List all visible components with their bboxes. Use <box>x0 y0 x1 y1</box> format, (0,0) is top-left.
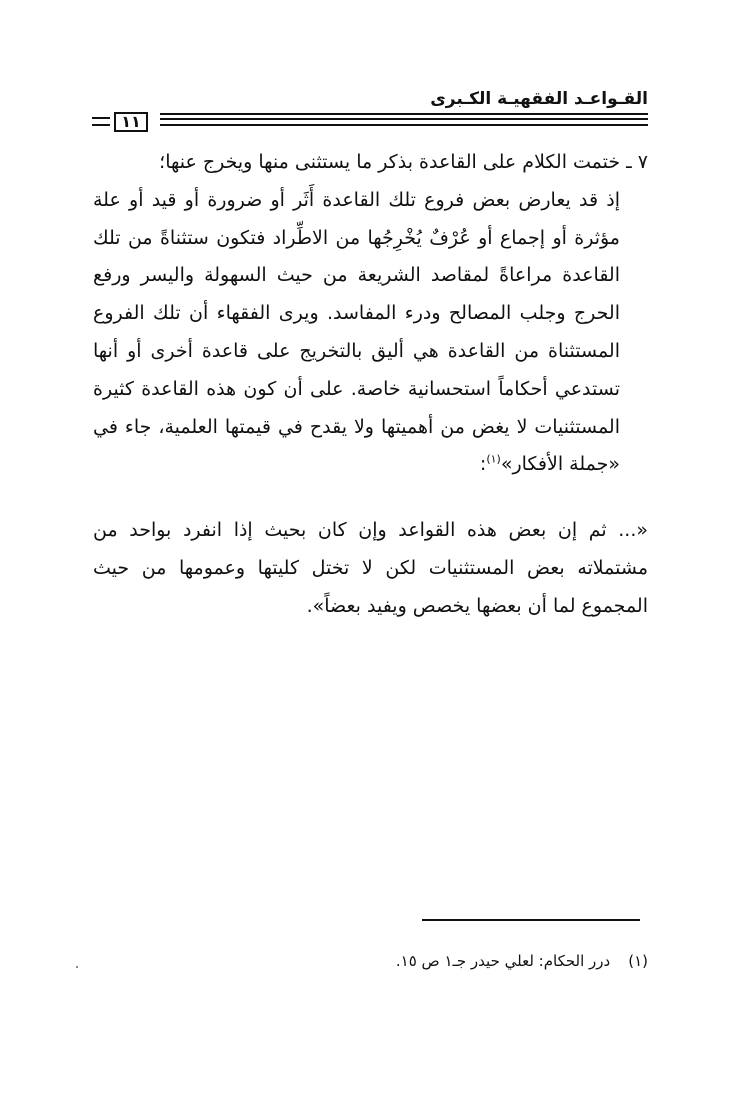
scan-speck <box>76 966 78 968</box>
footnote-separator <box>422 919 640 921</box>
quoted-passage: «... ثم إن بعض هذه القواعد وإن كان بحيث إذا انفرد بواحد من مشتملاته بعض المستثنيات لكن لا تختل كليتها وعمومها من حيث المجموع لما أن بعضها يخصص ويفيد بعضاً». <box>93 519 648 617</box>
header-rule-middle <box>160 118 648 120</box>
header-rule-left-lower <box>92 124 110 126</box>
footnote <box>396 950 648 972</box>
item-7-paragraph <box>93 182 648 484</box>
footnote-text: درر الحكام: لعلي حيدر جـ١ ص ١٥. <box>395 952 611 970</box>
footnote-number: (١) <box>628 952 648 970</box>
footnote-reference: (١) <box>486 453 501 467</box>
item-7-tail: : <box>479 453 487 476</box>
header-rule-left-upper <box>92 117 110 119</box>
item-7-lead: ٧ ـ ختمت الكلام على القاعدة بذكر ما يستثنى منها ويخرج عنها؛ <box>159 151 648 173</box>
header-rule-bottom <box>160 124 648 126</box>
item-7-text: إذ قد يعارض بعض فروع تلك القاعدة أَثَر أو ضرورة أو قيد أو علة مؤثرة أو إجماع أو عُرْفٌ يُخْرِجُها من الاطِّراد فتكون ستثناةً من تلك القاعدة مراعاةً لمقاصد الشريعة من حيث السهولة واليسر ورفع الحرج وجلب المصالح ودرء المفاسد. ويرى الفقهاء أن تلك الفروع المستثناة من القاعدة هي أليق بالتخريج على قاعدة أخرى أو أنها تستدعي أحكاماً استحسانية خاصة. على أن كون هذه القاعدة كثيرة المستثنيات لا يغض من أهميتها ولا يقدح في قيمتها العلمية، جاء في «جملة الأفكار» <box>93 188 620 476</box>
page-number: ١١ <box>114 112 148 132</box>
header-rule-top <box>160 113 648 115</box>
running-header-title: القـواعـد الفقهيـة الكـبرى <box>430 89 648 109</box>
main-text <box>93 144 648 484</box>
